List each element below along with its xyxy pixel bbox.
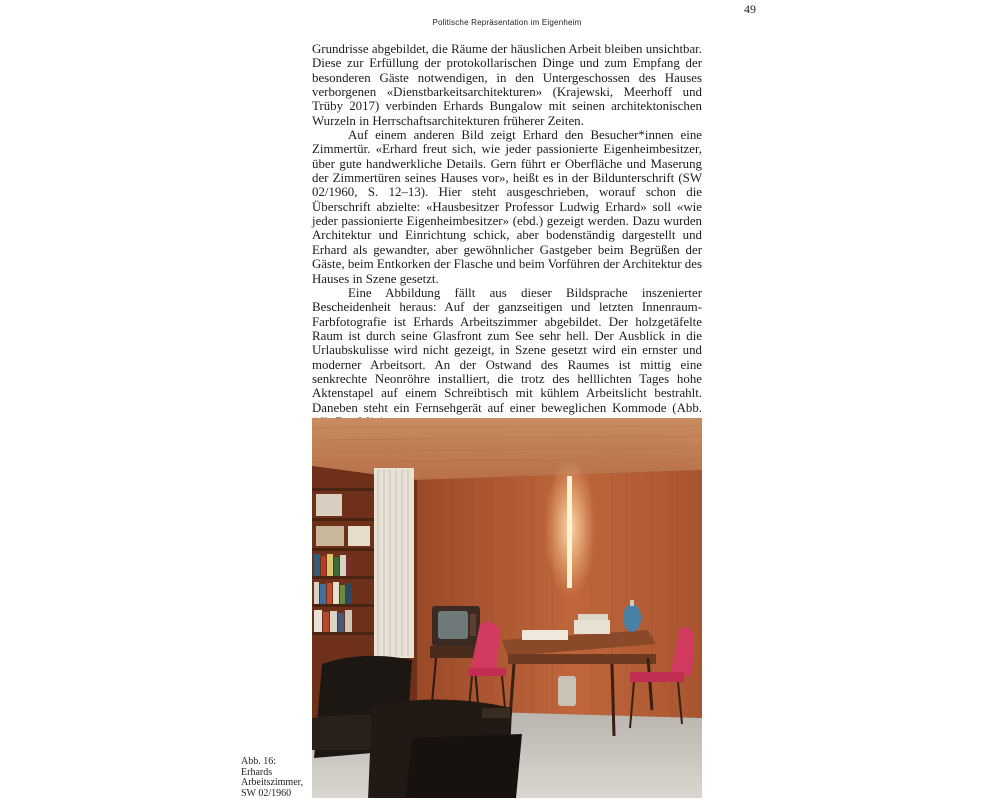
figure-photo-study-room xyxy=(312,418,702,798)
figure-caption xyxy=(241,757,307,799)
body-text xyxy=(312,42,702,429)
paragraph: Auf einem anderen Bild zeigt Erhard den Besucher*innen eine Zimmertür. «Erhard freut sich, wie jeder passionierte Eigenheimbesitzer, über gute handwerkliche Details. Gern führt er Oberfläche und Maserung der Zimmertüren seines Hauses vor», heißt es in der Bildunterschrift (SW 02/1960, S. 12–13). Hier steht ausgeschrieben, worauf schon die Überschrift abzielte: «Hausbesitzer Professor Ludwig Erhard» soll «wie jeder passionierte Eigenheimbesitzer» (ebd.) gezeigt werden. Dazu wurden Architektur und Einrichtung schick, aber bodenständig dargestellt und Erhard als gewandter, aber gewöhnlicher Gastgeber beim Begrüßen der Gäste, beim Entkorken der Flasche und beim Vorführen der Architektur des Hauses in Szene gesetzt. xyxy=(312,128,702,286)
caption-line: Abb. 16: xyxy=(241,756,276,767)
running-title: Politische Repräsentation im Eigenheim xyxy=(432,18,582,27)
caption-line: SW 02/1960 xyxy=(241,787,292,799)
caption-line: Erhards xyxy=(241,766,273,778)
caption-line: Arbeitszimmer, xyxy=(241,777,304,789)
study-room-photo xyxy=(312,418,702,798)
paragraph: Grundrisse abgebildet, die Räume der häuslichen Arbeit bleiben unsichtbar. Diese zur Erfüllung der protokollarischen Dinge und zum Empfang der besonderen Gäste notwendigen, in den Untergeschossen des Hauses verborgenen «Dienstbarkeitsarchitekturen» (Krajewski, Meerhoff und Trüby 2017) verbinden Erhards Bungalow mit seinen architektonischen Wurzeln in Herrschaftsarchitekturen früherer Zeiten. xyxy=(312,42,702,128)
page-number: 49 xyxy=(744,2,756,16)
paragraph: Eine Abbildung fällt aus dieser Bildsprache inszenierter Bescheidenheit heraus: Auf der ganzseitigen und letzten Innenraum-Farbfotografie ist Erhards Arbeitszimmer abgebildet. Der holzgetäfelte Raum ist durch seine Glasfront zum See sehr hell. Der Ausblick in die Urlaubskulisse wird nicht gezeigt, in Szene gesetzt wird ein ernster und moderner Arbeitsort. An der Ostwand des Raumes ist mittig eine senkrechte Neonröhre installiert, die trotz des helllichten Tages hohe Aktenstapel auf einem Schreibtisch mit kühlem Arbeitslicht bestrahlt. Daneben steht ein Fernsehgerät auf einer beweglichen Kommode (Abb. xyxy=(312,285,702,415)
